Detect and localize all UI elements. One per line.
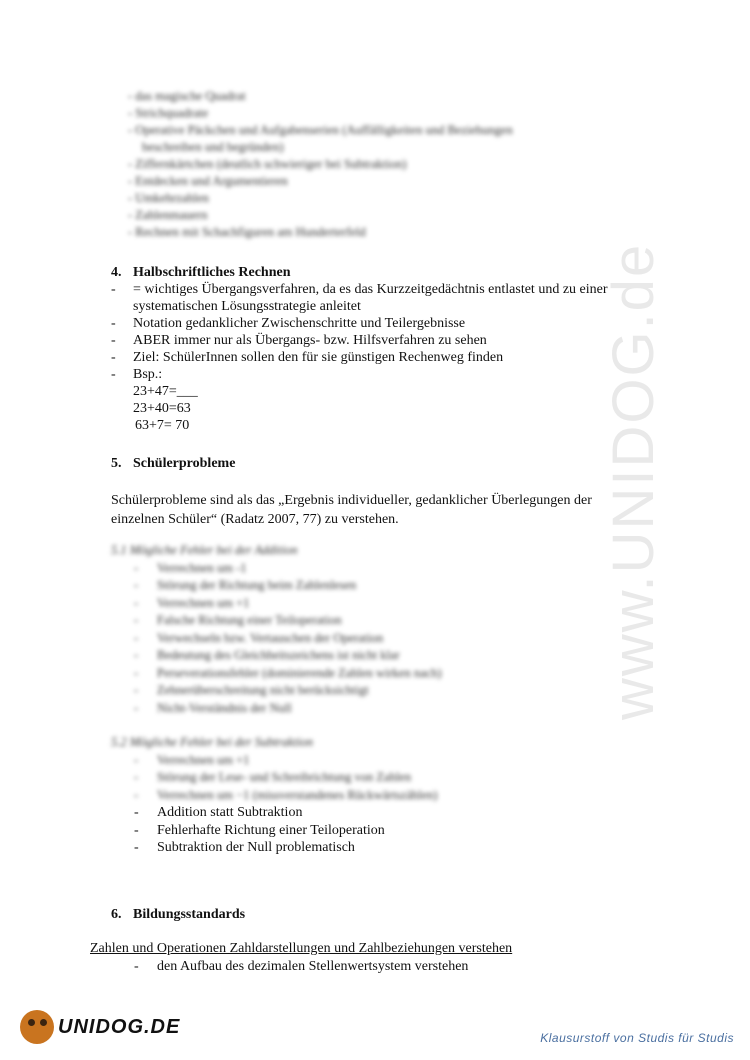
list-item: - Störung der Richtung beim Zahlenlesen: [134, 578, 357, 592]
list-item: - den Aufbau des dezimalen Stellenwertsystem verstehen: [134, 959, 469, 974]
list-item: - Strichquadrate: [128, 106, 209, 120]
list-item: beschreiben und begründen): [142, 140, 284, 154]
list-item-text: Addition statt Subtraktion: [157, 805, 303, 820]
list-item: - Addition statt Subtraktion: [134, 805, 303, 820]
list-item: - Operative Päckchen und Aufgabenserien (Auffälligkeiten und Beziehungen: [128, 123, 513, 137]
section-4: [111, 265, 671, 434]
watermark: www.UNIDOG.de: [601, 242, 666, 720]
list-item-text: Verrechnen um −1 (missverstandenes Rückwärtszählen): [157, 787, 438, 802]
subsection-5-1: [111, 542, 631, 717]
list-item: - Verwechseln bzw. Vertauschen der Operation: [134, 630, 384, 645]
list-item-text: Verrechnen um +1: [157, 595, 250, 610]
calc-line: 23+47=___: [133, 384, 198, 399]
section-heading: [111, 265, 671, 281]
list-item: - Zehnerüberschreitung nicht berücksichtigt: [134, 683, 369, 697]
list-item-text: Bedeutung des Gleichheitszeichens ist nicht klar: [157, 648, 400, 662]
list-item: - Verrechnen um +1: [134, 595, 250, 610]
section-number: 5.: [111, 456, 122, 471]
subsection-heading: 5.2 Mögliche Fehler bei der Subtraktion: [111, 735, 314, 749]
list-item-text: Zehnerüberschreitung nicht berücksichtigt: [157, 683, 369, 697]
subsection-heading: 5.1 Mögliche Fehler bei der Addition: [111, 543, 298, 557]
section-title: Schülerprobleme: [133, 456, 236, 471]
list-item: - Nicht-Verständnis der Null: [134, 700, 292, 715]
section-title: Bildungsstandards: [133, 907, 246, 922]
list-item: - = wichtiges Übergangsverfahren, da es das Kurzzeitgedächtnis entlastet und zu einer: [111, 282, 608, 297]
list-item-text: Störung der Lese- und Schreibrichtung von Zahlen: [157, 770, 412, 784]
subsection-5-2: [111, 734, 631, 804]
list-item-text: Subtraktion der Null problematisch: [157, 840, 355, 855]
list-item: - Entdecken und Argumentieren: [128, 174, 288, 188]
list-item-text: systematischen Lösungsstrategie anleitet: [133, 299, 361, 314]
list-item-text: Nicht-Verständnis der Null: [157, 700, 292, 715]
list-item: - ABER immer nur als Übergangs- bzw. Hilfsverfahren zu sehen: [111, 333, 487, 348]
section-title: Halbschriftliches Rechnen: [133, 265, 291, 280]
section-heading: [111, 907, 671, 923]
underlined-heading: Zahlen und Operationen Zahldarstellungen und Zahlbeziehungen verstehen: [90, 941, 513, 956]
section-6: [111, 907, 671, 923]
list-item: - Subtraktion der Null problematisch: [134, 840, 355, 855]
list-item: - Umkehrzahlen: [128, 191, 209, 205]
list-item: - Zahlenmauern: [128, 208, 208, 222]
list-item-text: Ziel: SchülerInnen sollen den für sie günstigen Rechenweg finden: [133, 350, 504, 365]
list-item-text: Falsche Richtung einer Teiloperation: [157, 613, 342, 627]
unidog-logo: [20, 1010, 180, 1044]
list-item-text: Fehlerhafte Richtung einer Teiloperation: [157, 822, 385, 838]
list-item: - das magische Quadrat: [128, 89, 246, 103]
list-item: - Störung der Lese- und Schreibrichtung von Zahlen: [134, 770, 412, 784]
list-item-text: ABER immer nur als Übergangs- bzw. Hilfsverfahren zu sehen: [133, 333, 487, 348]
list-item: - Rechnen mit Schachfiguren am Hunderterfeld: [128, 225, 366, 239]
paragraph: Schülerprobleme sind als das „Ergebnis individueller, gedanklicher Überlegungen der: [111, 493, 592, 508]
footer-tagline: Klausurstoff von Studis für Studis: [540, 1031, 734, 1045]
list-item-text: = wichtiges Übergangsverfahren, da es das Kurzzeitgedächtnis entlastet und zu einer: [133, 282, 608, 297]
list-item: - Perseverationsfehler (dominierende Zahlen wirken nach): [134, 665, 442, 680]
list-item-text: Störung der Richtung beim Zahlenlesen: [157, 578, 357, 592]
list-item: - Bedeutung des Gleichheitszeichens ist nicht klar: [134, 648, 400, 662]
blurred-list: [128, 88, 648, 241]
list-item-text: Perseverationsfehler (dominierende Zahlen wirken nach): [157, 665, 442, 680]
calc-line: 23+40=63: [133, 401, 191, 416]
section-heading: [111, 456, 671, 472]
calc-line: 63+7= 70: [135, 418, 190, 433]
list-item-text: Verwechseln bzw. Vertauschen der Operation: [157, 630, 384, 645]
list-item: - Verrechnen um −1 (missverstandenes Rückwärtszählen): [134, 787, 438, 802]
list-item: - Ziffernkärtchen (deutlich schwieriger bei Subtraktion): [128, 157, 407, 171]
list-item-text: den Aufbau des dezimalen Stellenwertsystem verstehen: [157, 959, 469, 974]
paragraph: einzelnen Schüler“ (Radatz 2007, 77) zu verstehen.: [111, 512, 399, 527]
section-number: 4.: [111, 265, 122, 280]
list-item: - Ziel: SchülerInnen sollen den für sie günstigen Rechenweg finden: [111, 350, 504, 365]
list-item: [111, 298, 671, 315]
list-item-text: Bsp.:: [133, 367, 163, 382]
logo-text: UNIDOG.DE: [58, 1015, 181, 1038]
dog-icon: [20, 1010, 54, 1044]
section-number: 6.: [111, 907, 122, 922]
list-item-text: Notation gedanklicher Zwischenschritte und Teilergebnisse: [133, 316, 466, 331]
list-item-text: Verrechnen um +1: [157, 752, 250, 767]
subsection-5-2-visible: [134, 804, 654, 857]
list-item: - Falsche Richtung einer Teiloperation: [134, 613, 342, 627]
list-item: - Notation gedanklicher Zwischenschritte und Teilergebnisse: [111, 316, 466, 331]
list-item: - Bsp.:: [111, 367, 163, 382]
list-item-text: Verrechnen um -1: [157, 560, 247, 575]
list-item: - Fehlerhafte Richtung einer Teiloperation: [134, 822, 385, 838]
section-5: [111, 456, 671, 529]
list-item: - Verrechnen um -1: [134, 560, 247, 575]
list-item: - Verrechnen um +1: [134, 752, 250, 767]
